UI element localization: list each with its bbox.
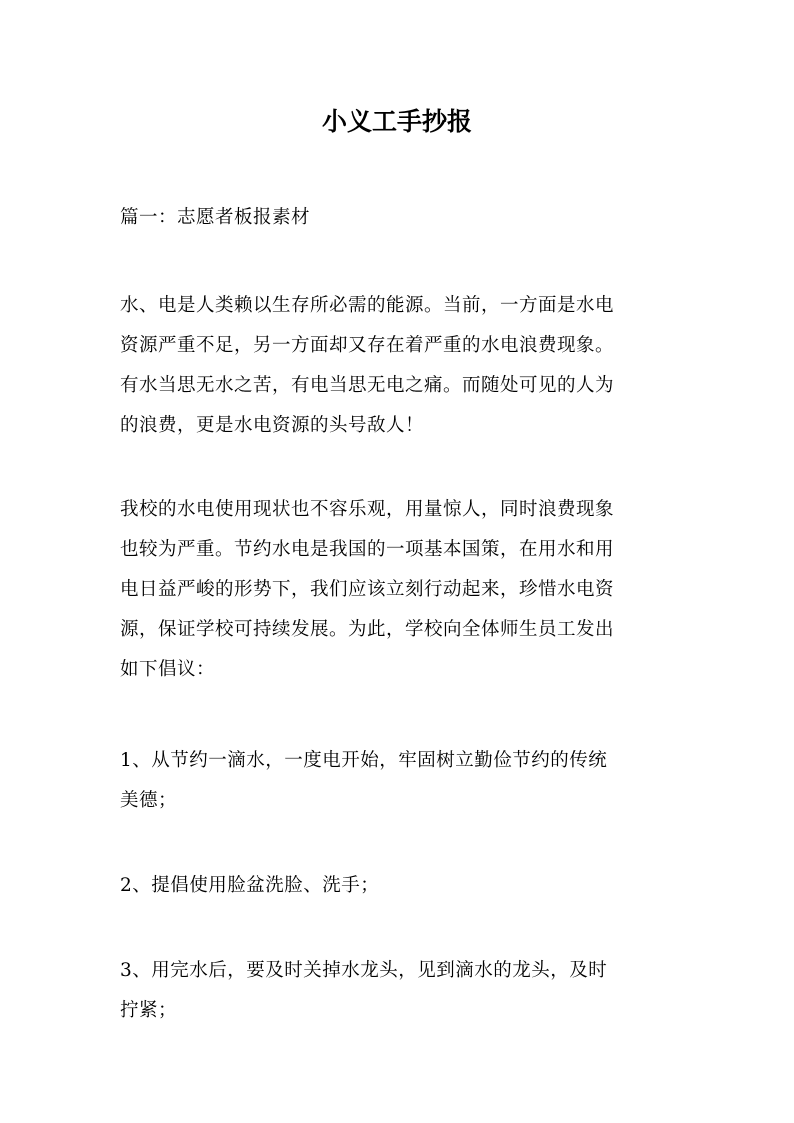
paragraph-line: 也较为严重。节约水电是我国的一项基本国策，在用水和用	[120, 539, 615, 560]
paragraph-status	[120, 490, 680, 690]
proposal-item-2	[120, 866, 680, 906]
paragraph-line: 电日益严峻的形势下，我们应该立刻行动起来，珍惜水电资	[120, 579, 615, 600]
proposal-line: 1、从节约一滴水，一度电开始，牢固树立勤俭节约的传统	[120, 750, 608, 771]
paragraph-line: 源，保证学校可持续发展。为此，学校向全体师生员工发出	[120, 619, 615, 640]
proposal-item-3	[120, 951, 680, 1031]
paragraph-line: 如下倡议：	[120, 659, 216, 680]
paragraph-line: 有水当思无水之苦，有电当思无电之痛。而随处可见的人为	[120, 375, 615, 396]
paragraph-line: 资源严重不足，另一方面却又存在着严重的水电浪费现象。	[120, 335, 615, 356]
paragraph-line: 我校的水电使用现状也不容乐观，用量惊人，同时浪费现象	[120, 499, 615, 520]
proposal-item-1	[120, 741, 680, 821]
paragraph-line: 的浪费，更是水电资源的头号敌人！	[120, 415, 425, 436]
page-title: 小义工手抄报	[321, 107, 472, 136]
paragraph-intro	[120, 286, 680, 446]
proposal-line: 拧紧；	[120, 1000, 178, 1021]
paragraph-line: 水、电是人类赖以生存所必需的能源。当前，一方面是水电	[120, 295, 615, 316]
proposal-line: 美德；	[120, 790, 178, 811]
proposal-line: 2、提倡使用脸盆洗脸、洗手；	[120, 875, 380, 896]
section-heading: 篇一：志愿者板报素材	[120, 207, 311, 228]
proposal-line: 3、用完水后，要及时关掉水龙头，见到滴水的龙头，及时	[120, 960, 608, 981]
